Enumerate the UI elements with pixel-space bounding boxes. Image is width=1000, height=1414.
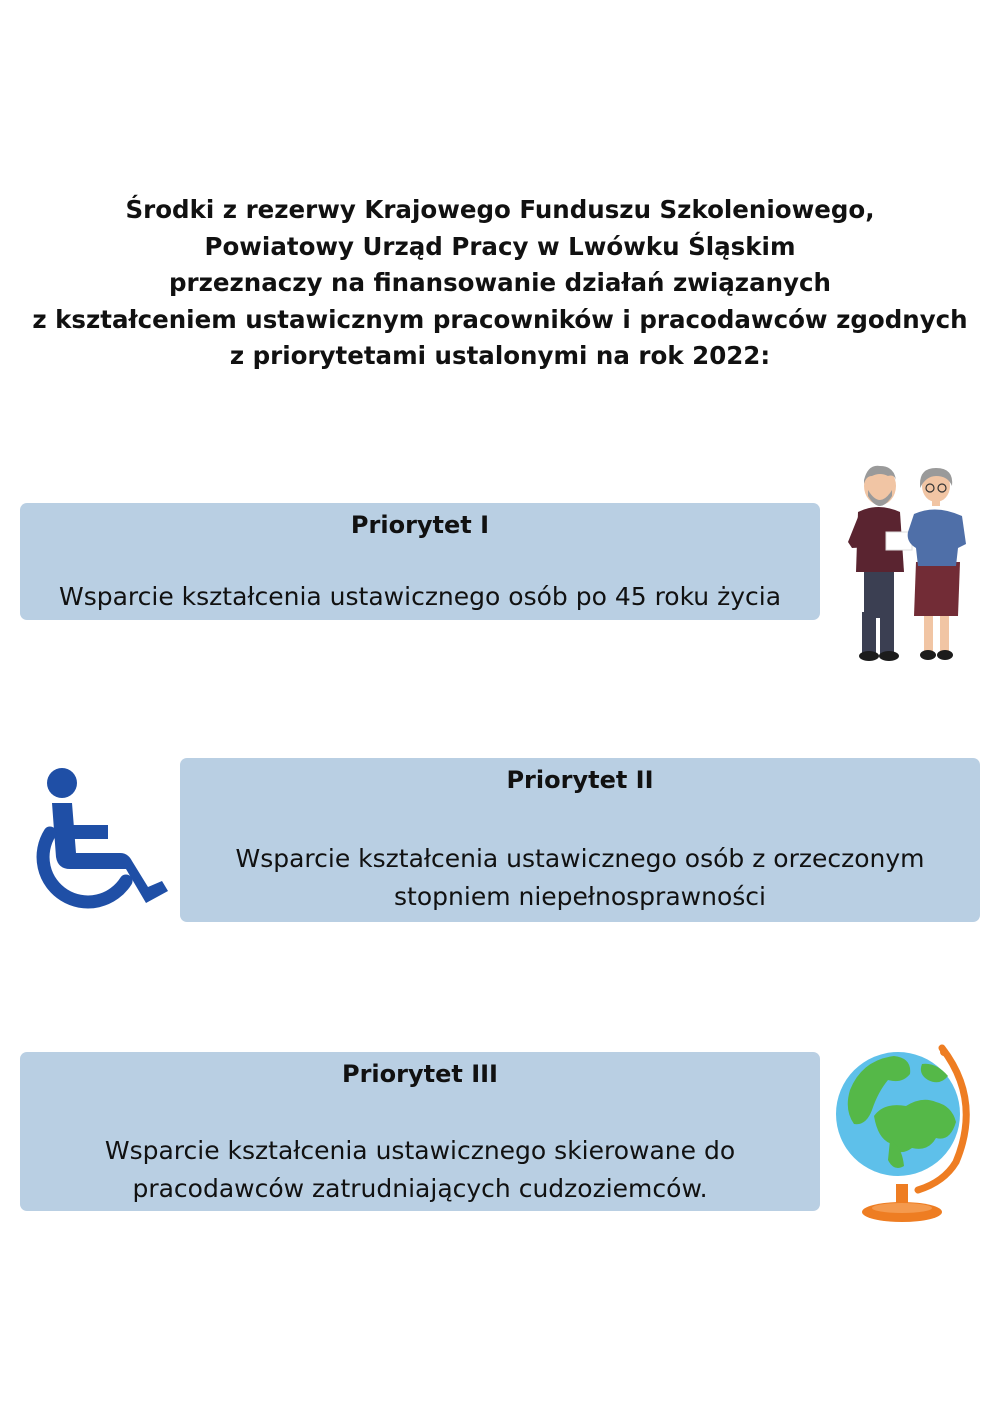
priority-2-description-line: stopniem niepełnosprawności bbox=[394, 882, 766, 911]
globe-icon bbox=[832, 1040, 977, 1225]
elderly-couple-icon bbox=[838, 462, 970, 662]
intro-line: z kształceniem ustawicznym pracowników i pracodawców zgodnych bbox=[32, 304, 968, 334]
priority-2-description-line: Wsparcie kształcenia ustawicznego osób z orzeczonym bbox=[235, 844, 925, 873]
priority-3-description-line: Wsparcie kształcenia ustawicznego skierowane do bbox=[104, 1136, 736, 1165]
intro-line: Środki z rezerwy Krajowego Funduszu Szkoleniowego, bbox=[125, 195, 875, 224]
priority-3-description bbox=[20, 1132, 820, 1208]
intro-line: z priorytetami ustalonymi na rok 2022: bbox=[229, 341, 771, 370]
priority-1-box bbox=[20, 503, 820, 620]
priority-2-description bbox=[180, 840, 980, 916]
priority-2-box bbox=[180, 758, 980, 922]
priority-1-description-line: Wsparcie kształcenia ustawicznego osób po 45 roku życia bbox=[58, 582, 782, 611]
priority-3-heading: Priorytet III bbox=[342, 1060, 498, 1088]
priority-3-description-line: pracodawców zatrudniających cudzoziemców. bbox=[132, 1174, 708, 1203]
priority-2-heading: Priorytet II bbox=[506, 766, 654, 794]
priority-1-description bbox=[20, 578, 820, 616]
intro-line: Powiatowy Urząd Pracy w Lwówku Śląskim bbox=[204, 231, 796, 261]
priority-1-heading: Priorytet I bbox=[350, 511, 490, 539]
intro-text bbox=[0, 192, 1000, 375]
wheelchair-icon bbox=[22, 765, 172, 917]
priority-3-box bbox=[20, 1052, 820, 1211]
intro-line: przeznaczy na finansowanie działań związanych bbox=[169, 268, 831, 297]
